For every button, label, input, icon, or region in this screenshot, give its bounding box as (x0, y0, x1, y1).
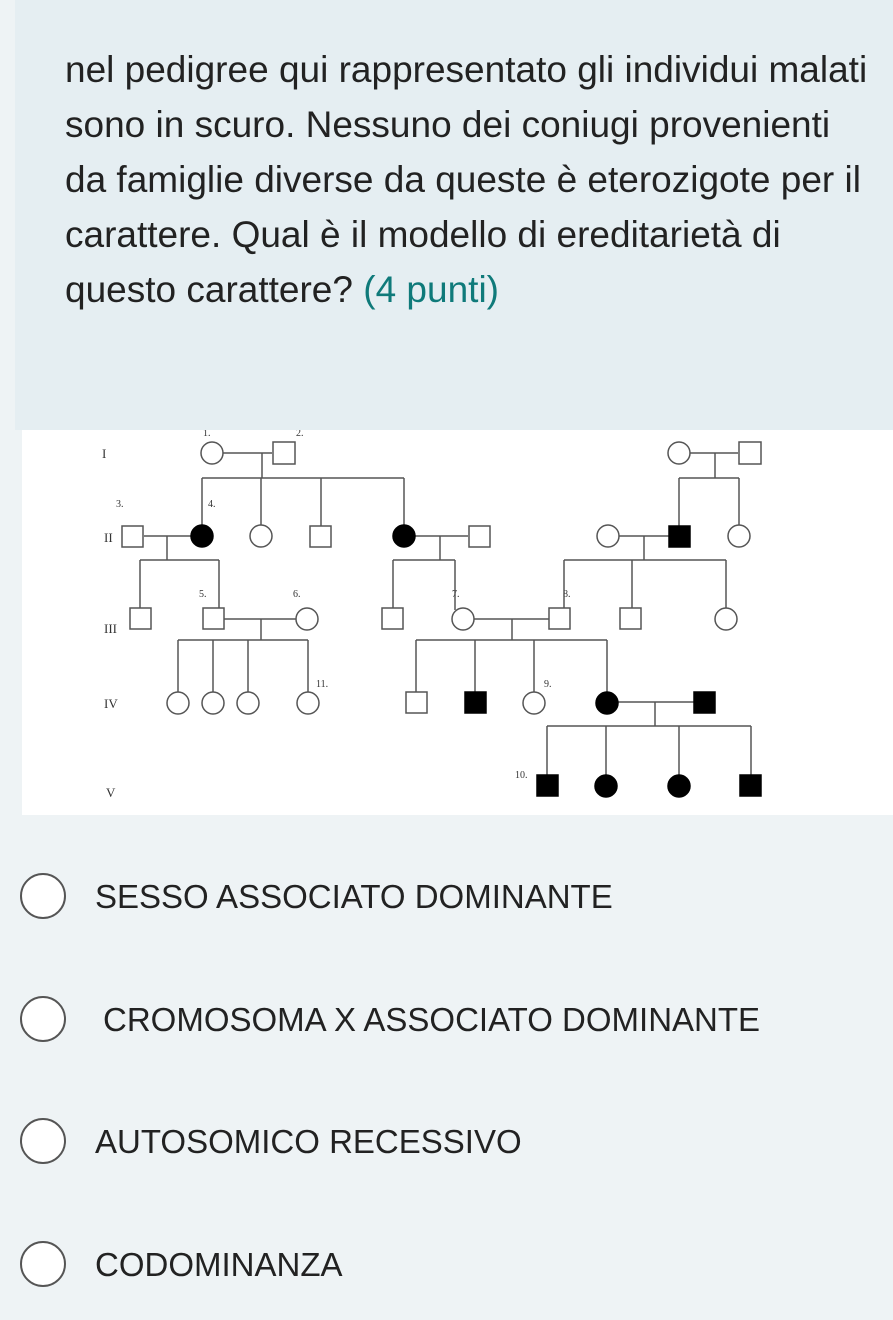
male-affected-symbol (537, 775, 558, 796)
individual-number-7: 7. (452, 589, 460, 600)
male-unaffected-symbol (273, 442, 295, 464)
male-unaffected-symbol (310, 526, 331, 547)
option-autosomico-recessivo[interactable] (0, 1085, 893, 1195)
question-points: (4 punti) (363, 269, 499, 310)
female-unaffected-symbol (452, 608, 474, 630)
male-unaffected-symbol (739, 442, 761, 464)
question-text (65, 42, 875, 317)
individual-number-11: 11. (316, 679, 329, 690)
individual-number-2: 2. (296, 430, 304, 439)
option-label: CODOMINANZA (95, 1246, 343, 1283)
option-sesso-associato-dominante[interactable] (0, 840, 893, 950)
male-unaffected-symbol (122, 526, 143, 547)
female-affected-symbol (668, 775, 690, 797)
female-unaffected-symbol (202, 692, 224, 714)
female-unaffected-symbol (297, 692, 319, 714)
male-unaffected-symbol (203, 608, 224, 629)
male-unaffected-symbol (382, 608, 403, 629)
male-affected-symbol (465, 692, 486, 713)
male-affected-symbol (694, 692, 715, 713)
female-affected-symbol (191, 525, 213, 547)
female-affected-symbol (596, 692, 618, 714)
radio-button[interactable] (20, 873, 66, 919)
individual-number-1: 1. (203, 430, 211, 439)
female-unaffected-symbol (250, 525, 272, 547)
generation-label-3: III (104, 621, 117, 636)
option-label: SESSO ASSOCIATO DOMINANTE (95, 878, 613, 915)
radio-button[interactable] (20, 996, 66, 1042)
individual-number-3: 3. (116, 499, 124, 510)
pedigree-individuals (122, 442, 761, 797)
radio-button[interactable] (20, 1241, 66, 1287)
female-unaffected-symbol (237, 692, 259, 714)
pedigree-image (22, 430, 893, 815)
individual-number-4: 4. (208, 499, 216, 510)
generation-label-4: IV (104, 696, 118, 711)
individual-number-5: 5. (199, 589, 207, 600)
male-affected-symbol (740, 775, 761, 796)
option-label: AUTOSOMICO RECESSIVO (95, 1123, 522, 1160)
radio-button[interactable] (20, 1118, 66, 1164)
female-unaffected-symbol (201, 442, 223, 464)
generation-label-2: II (104, 530, 113, 545)
female-unaffected-symbol (523, 692, 545, 714)
female-unaffected-symbol (167, 692, 189, 714)
male-affected-symbol (669, 526, 690, 547)
individual-number-9: 9. (544, 679, 552, 690)
male-unaffected-symbol (469, 526, 490, 547)
female-affected-symbol (393, 525, 415, 547)
female-unaffected-symbol (668, 442, 690, 464)
female-unaffected-symbol (597, 525, 619, 547)
option-label: CROMOSOMA X ASSOCIATO DOMINANTE (103, 1001, 761, 1038)
generation-label-5: V (106, 785, 116, 800)
female-unaffected-symbol (296, 608, 318, 630)
pedigree-chart (22, 430, 893, 815)
option-cromosoma-x-associato-dominante[interactable] (0, 963, 893, 1073)
question-body: nel pedigree qui rappresentato gli individui malati sono in scuro. Nessuno dei coniugi provenienti da famiglie diverse da queste è eterozigote per il carattere. Qual è il modello di ereditarietà di questo carattere? (65, 49, 868, 310)
option-codominanza[interactable] (0, 1208, 893, 1318)
male-unaffected-symbol (406, 692, 427, 713)
female-unaffected-symbol (728, 525, 750, 547)
female-affected-symbol (595, 775, 617, 797)
male-unaffected-symbol (549, 608, 570, 629)
individual-number-8: 8. (563, 589, 571, 600)
generation-label-1: I (102, 446, 107, 461)
male-unaffected-symbol (130, 608, 151, 629)
individual-number-6: 6. (293, 589, 301, 600)
individual-number-10: 10. (515, 770, 528, 781)
female-unaffected-symbol (715, 608, 737, 630)
pedigree-lines (140, 453, 751, 776)
male-unaffected-symbol (620, 608, 641, 629)
